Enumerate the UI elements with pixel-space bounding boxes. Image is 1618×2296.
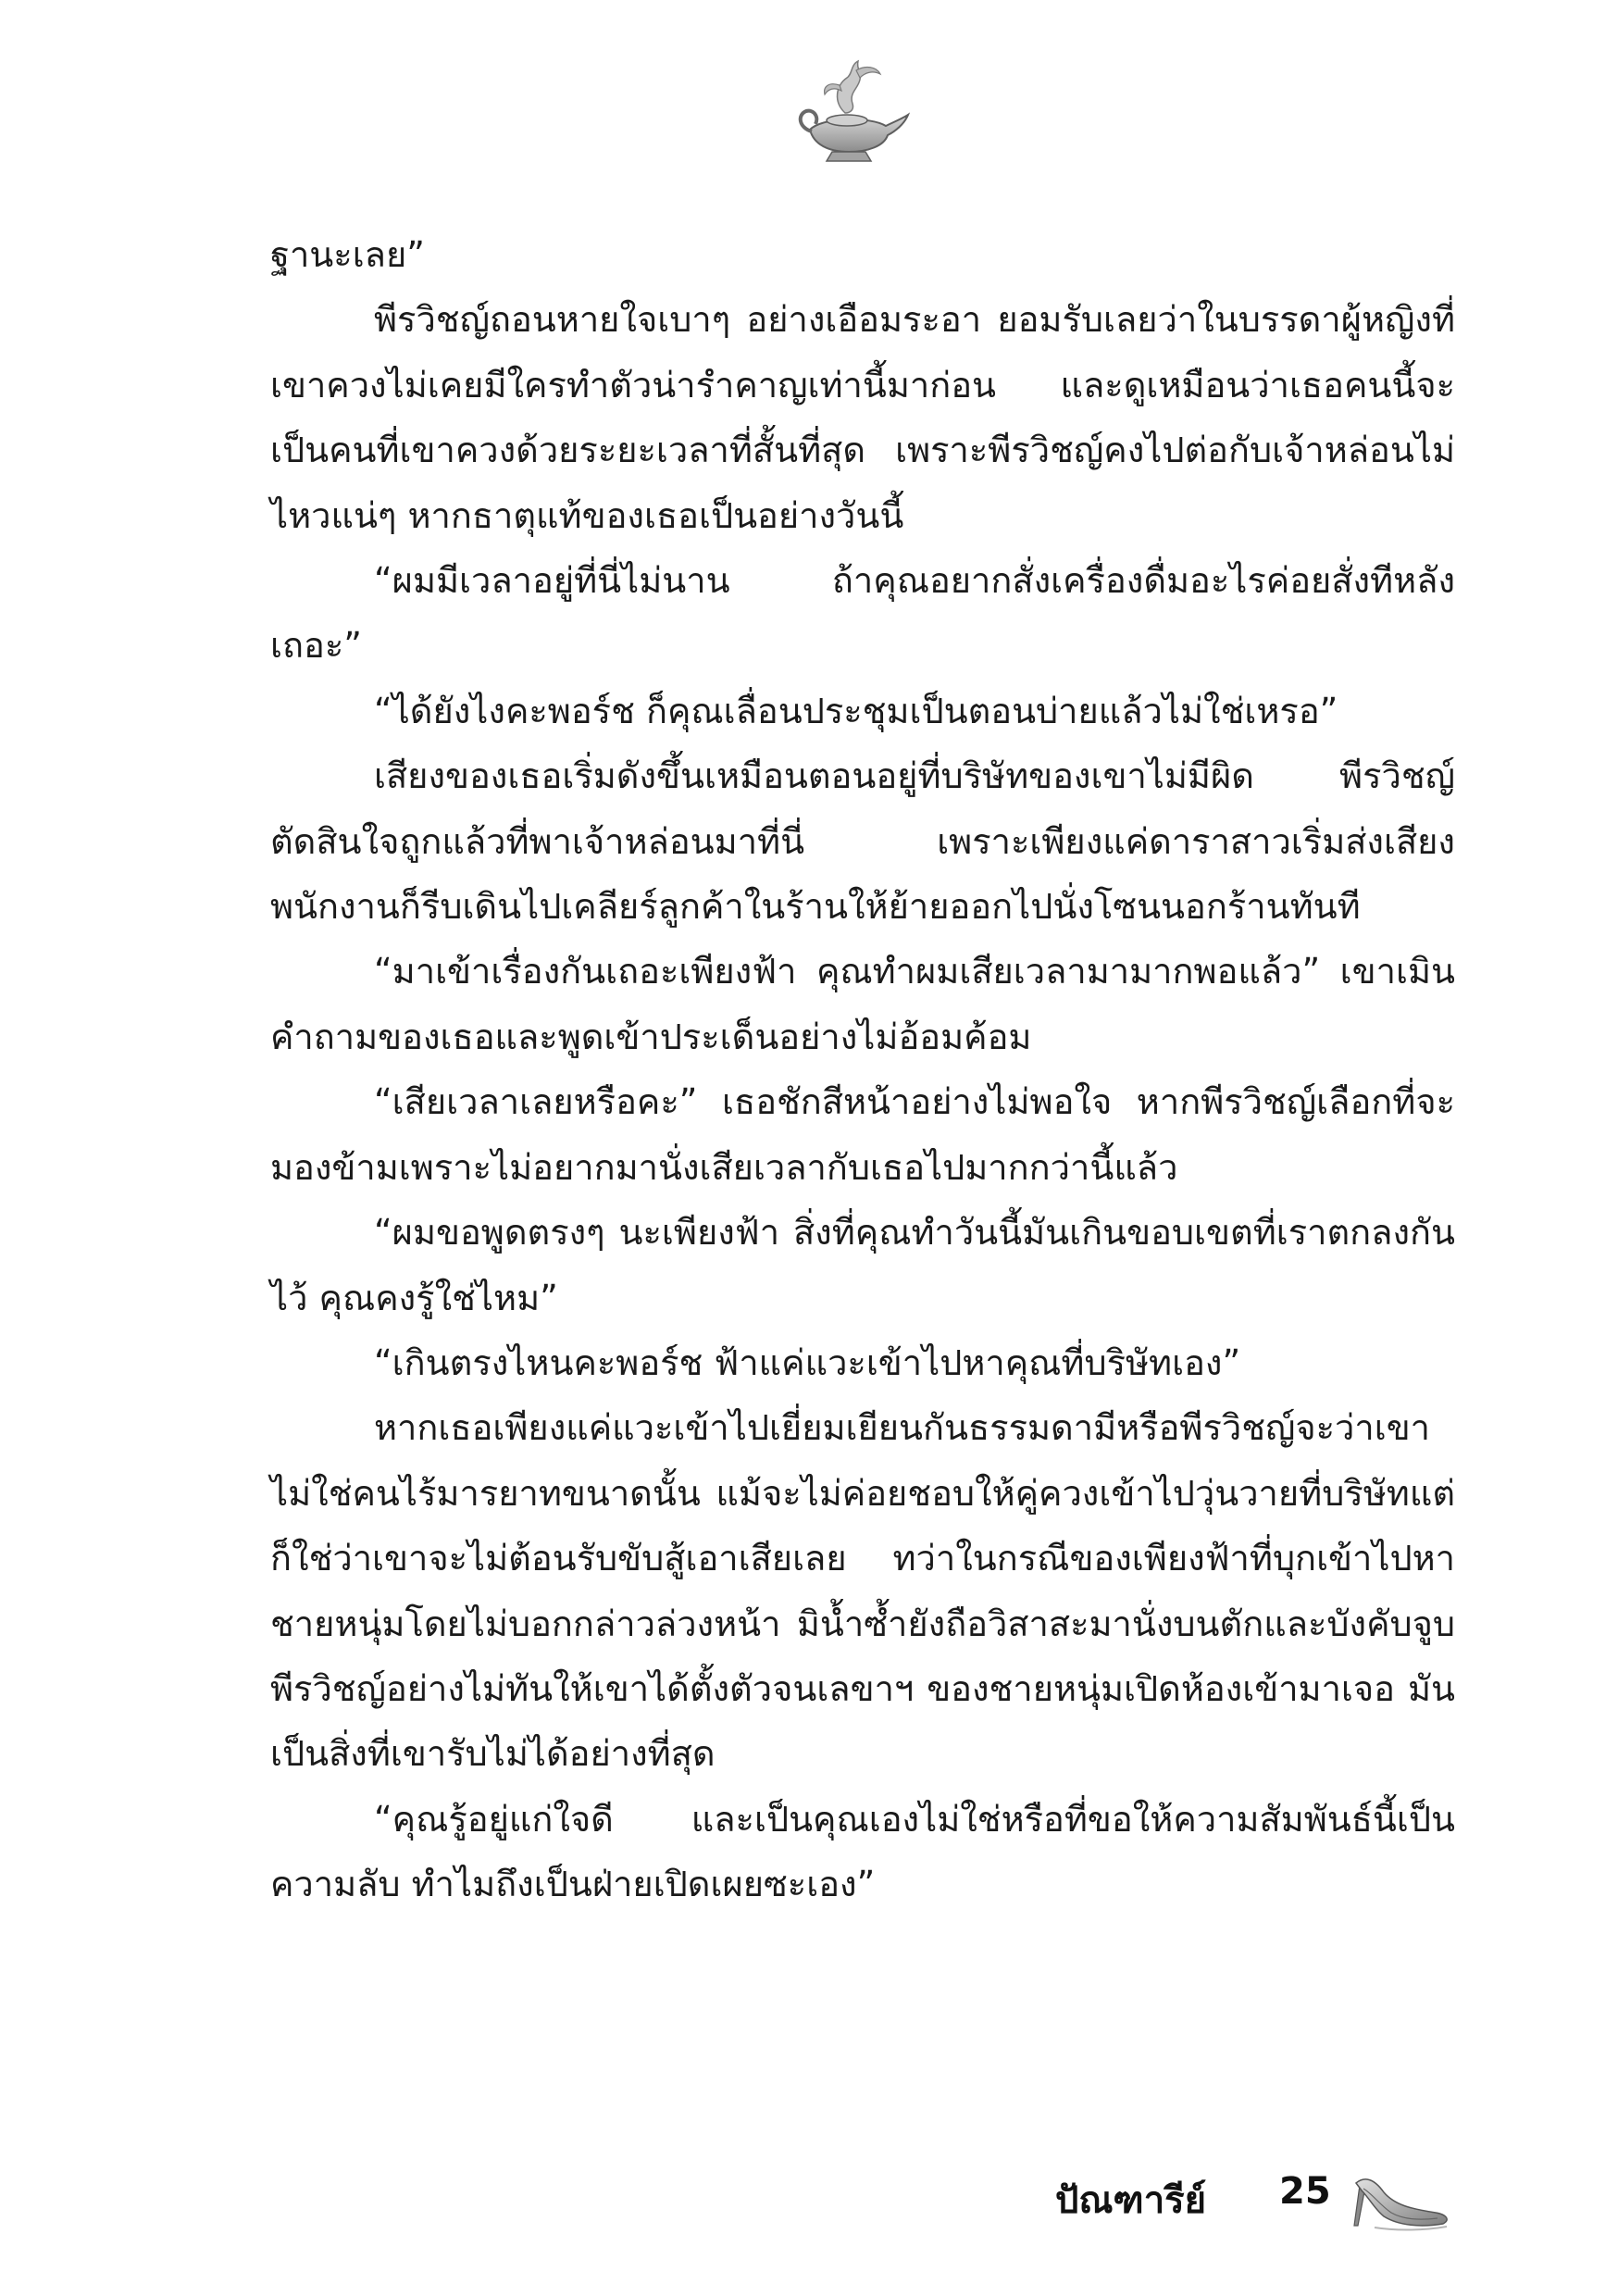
paragraph: ฐานะเลย” [270, 234, 425, 275]
paragraph: “ได้ยังไงคะพอร์ช ก็คุณเลื่อนประชุมเป็นตอนบ่ายแล้วไม่ใช่เหรอ” [374, 690, 1338, 731]
paragraph: หากเธอเพียงแค่แวะเข้าไปเยี่ยมเยียนกันธรรมดามีหรือพีรวิชญ์จะว่าเขาไม่ใช่คนไร้มารยาทขนาดนั้น แม้จะไม่ค่อยชอบให้คู่ควงเข้าไปวุ่นวายที่บริษัทแต่ก็ใช่ว่าเขาจะไม่ต้อนรับขับสู้เอาเสียเลย ทว่าในกรณีของเพียงฟ้าที่บุกเข้าไปหาชายหนุ่มโดยไม่บอกกล่าวล่วงหน้า มิน้ำซ้ำยังถือวิสาสะมานั่งบนตักและบังคับจูบพีรวิชญ์อย่างไม่ทันให้เขาได้ตั้งตัวจนเลขาฯ ของชายหนุ่มเปิดห้องเข้ามาเจอ มันเป็นสิ่งที่เขารับไม่ได้อย่างที่สุด [270, 1407, 1455, 1775]
body-text [270, 222, 1455, 1917]
book-title: ปัณฑารีย์ [1055, 2179, 1207, 2222]
paragraph: “คุณรู้อยู่แก่ใจดี และเป็นคุณเองไม่ใช่หรือที่ขอให้ความสัมพันธ์นี้เป็นความลับ ทำไมถึงเป็นฝ่ายเปิดเผยซะเอง” [270, 1798, 1455, 1905]
page-footer [1055, 2157, 1462, 2240]
paragraph: พีรวิชญ์ถอนหายใจเบาๆ อย่างเอือมระอา ยอมรับเลยว่าในบรรดาผู้หญิงที่เขาควงไม่เคยมีใครทำตัวน่ารำคาญเท่านี้มาก่อน และดูเหมือนว่าเธอคนนี้จะเป็นคนที่เขาควงด้วยระยะเวลาที่สั้นที่สุด เพราะพีรวิชญ์คงไปต่อกับเจ้าหล่อนไม่ไหวแน่ๆ หากธาตุแท้ของเธอเป็นอย่างวันนี้ [270, 299, 1455, 536]
paragraph: “ผมขอพูดตรงๆ นะเพียงฟ้า สิ่งที่คุณทำวันนี้มันเกินขอบเขตที่เราตกลงกันไว้ คุณคงรู้ใช่ไหม” [270, 1212, 1455, 1318]
paragraph: เสียงของเธอเริ่มดังขึ้นเหมือนตอนอยู่ที่บริษัทของเขาไม่มีผิด พีรวิชญ์ตัดสินใจถูกแล้วที่พาเจ้าหล่อนมาที่นี่ เพราะเพียงแค่ดาราสาวเริ่มส่งเสียงพนักงานก็รีบเดินไปเคลียร์ลูกค้าในร้านให้ย้ายออกไปนั่งโซนนอกร้านทันที [270, 755, 1455, 928]
paragraph: “เสียเวลาเลยหรือคะ” เธอชักสีหน้าอย่างไม่พอใจ หากพีรวิชญ์เลือกที่จะมองข้ามเพราะไม่อยากมานั่งเสียเวลากับเธอไปมากกว่านี้แล้ว [270, 1081, 1455, 1188]
page-number: 25 [1279, 2170, 1331, 2213]
paragraph: “ผมมีเวลาอยู่ที่นี่ไม่นาน ถ้าคุณอยากสั่งเครื่องดื่มอะไรค่อยสั่งทีหลังเถอะ” [270, 560, 1455, 667]
paragraph: “เกินตรงไหนคะพอร์ช ฟ้าแค่แวะเข้าไปหาคุณที่บริษัทเอง” [374, 1341, 1241, 1383]
genie-lamp-icon [791, 57, 912, 164]
paragraph: “มาเข้าเรื่องกันเถอะเพียงฟ้า คุณทำผมเสียเวลามามากพอแล้ว” เขาเมินคำถามของเธอและพูดเข้าประเด็นอย่างไม่อ้อมค้อม [270, 951, 1455, 1057]
high-heel-shoe-icon [1347, 2157, 1453, 2231]
